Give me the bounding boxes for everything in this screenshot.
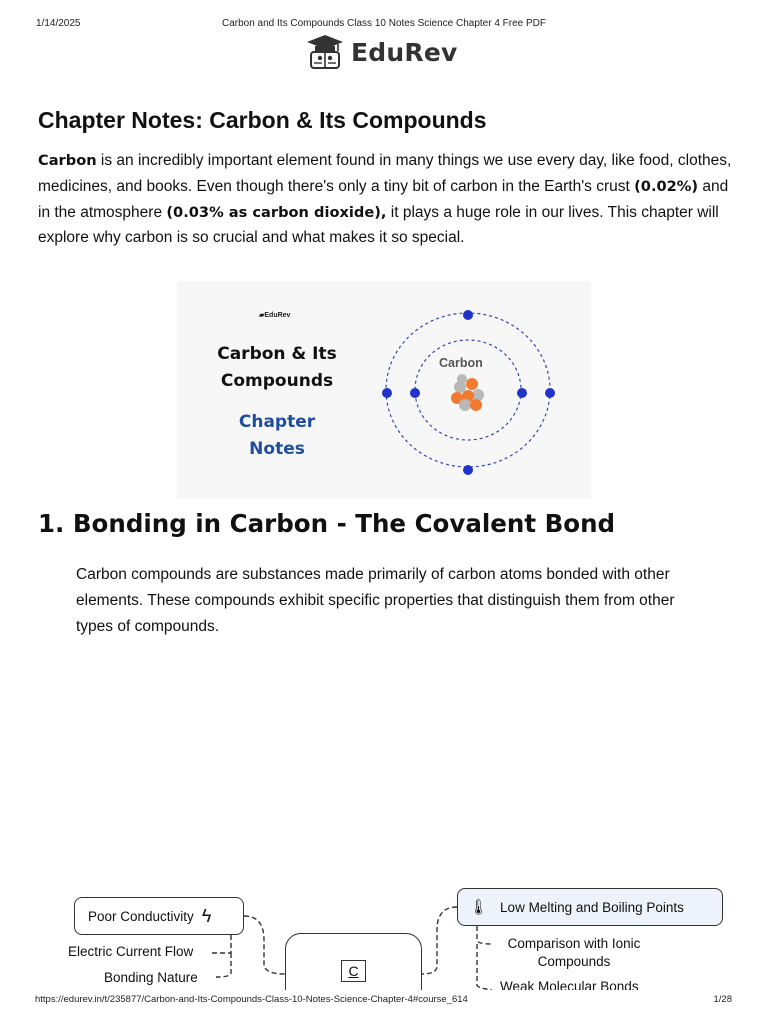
- low-melting-boiling-box: [457, 888, 723, 926]
- edurev-logo[interactable]: [305, 34, 457, 70]
- carbon-center-node: [285, 933, 422, 990]
- low-melting-boiling-label: Low Melting and Boiling Points: [500, 899, 684, 915]
- banner-title: [197, 341, 357, 395]
- print-header: [0, 16, 768, 32]
- graduation-cap-student-icon: [305, 34, 345, 70]
- banner-title-line1: Carbon & Its: [217, 344, 337, 364]
- banner-subtitle-line1: Chapter: [238, 412, 316, 432]
- carbon-atom-diagram: [377, 305, 567, 475]
- properties-mindmap: [0, 880, 768, 990]
- banner-logo-icon: ▰: [259, 312, 265, 319]
- electric-current-flow-label: Electric Current Flow: [68, 944, 194, 959]
- intro-carbon-bold: Carbon: [38, 152, 97, 169]
- electron: [545, 388, 555, 398]
- electron: [410, 388, 420, 398]
- electron: [382, 388, 392, 398]
- chapter-heading: Chapter Notes: Carbon & Its Compounds: [38, 107, 487, 133]
- section-body: Carbon compounds are substances made primarily of carbon atoms bonded with other elements. These compounds exhibit specific properties that distinguish them from other types of compounds.: [76, 566, 675, 635]
- intro-text-2: and in the atmosphere: [38, 177, 729, 221]
- atom-label: Carbon: [439, 356, 483, 370]
- page-number: 1/28: [713, 994, 732, 1005]
- lightning-icon: ϟ: [201, 905, 212, 926]
- print-url[interactable]: https://edurev.in/t/235877/Carbon-and-Its-Compounds-Class-10-Notes-Science-Chapter-4#course_614: [35, 994, 468, 1005]
- section-heading: 1. Bonding in Carbon - The Covalent Bond: [38, 509, 616, 538]
- intro-text-3: it plays a huge role in our lives. This chapter will explore why carbon is so crucial and what makes it so special.: [38, 203, 719, 247]
- print-date: 1/14/2025: [36, 18, 81, 29]
- electron: [463, 310, 473, 320]
- electron: [463, 465, 473, 475]
- banner-title-line2: Compounds: [220, 371, 334, 391]
- banner-subtitle: [197, 409, 357, 463]
- nucleus: [451, 374, 484, 411]
- print-title: Carbon and Its Compounds Class 10 Notes Science Chapter 4 Free PDF: [221, 18, 547, 29]
- weak-molecular-bonds-label: Weak Molecular Bonds: [500, 979, 639, 990]
- intro-crust-percent: (0.02%): [634, 177, 699, 195]
- electron: [517, 388, 527, 398]
- intro-text-1: is an incredibly important element found in many things we use every day, like food, clothes, medicines, and books. Even though there's only a tiny bit of carbon in the Earth's crust: [38, 152, 732, 195]
- bonding-nature-label: Bonding Nature: [104, 970, 198, 985]
- thermometer-icon: 🌡: [469, 899, 489, 916]
- print-footer: [0, 994, 768, 1008]
- logo-text: EduRev: [351, 37, 458, 67]
- banner-logo: [259, 311, 290, 319]
- banner-logo-text: EduRev: [264, 312, 291, 319]
- poor-conductivity-label: Poor Conductivity: [88, 908, 194, 924]
- carbon-symbol-icon: C: [341, 960, 365, 982]
- comparison-ionic-label: Comparison with Ionic Compounds: [507, 936, 641, 969]
- intro-paragraph: [38, 148, 738, 251]
- intro-atmosphere-percent: (0.03% as carbon dioxide),: [166, 203, 387, 221]
- banner-subtitle-line2: Notes: [249, 439, 305, 459]
- poor-conductivity-box: [74, 897, 244, 935]
- chapter-banner-image: [177, 281, 591, 499]
